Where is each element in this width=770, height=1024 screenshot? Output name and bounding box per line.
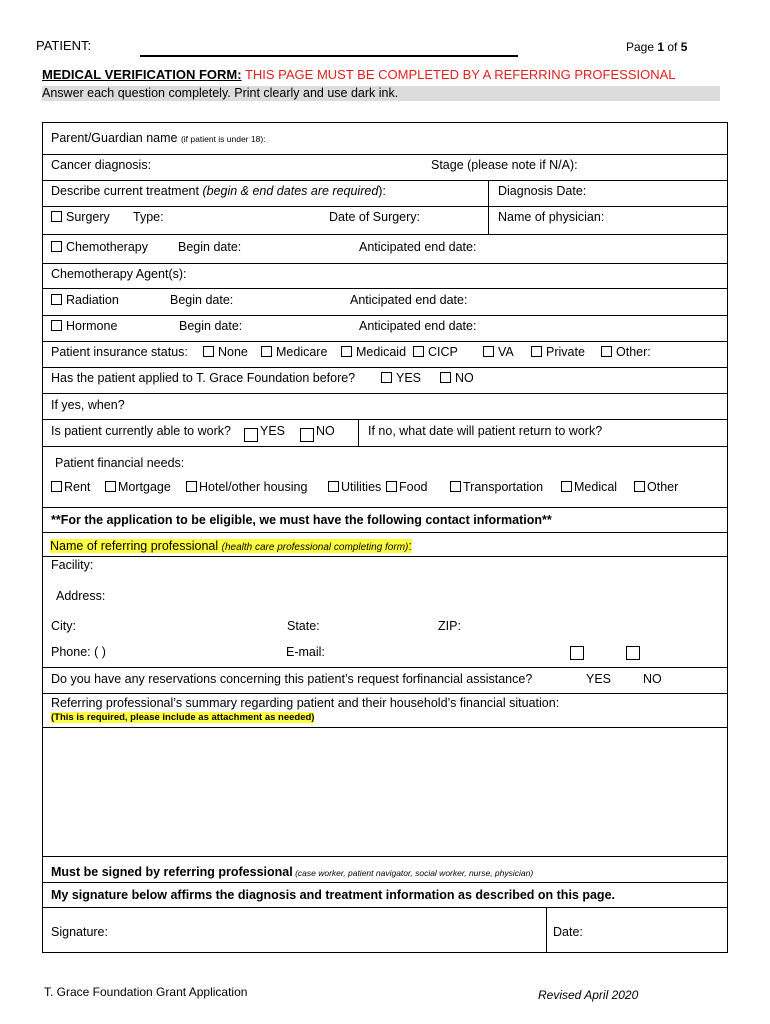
insurance-cicp[interactable]: CICP — [413, 345, 458, 359]
need-transportation[interactable]: Transportation — [450, 480, 543, 494]
work-no-checkbox[interactable] — [300, 428, 314, 442]
need-hotel[interactable]: Hotel/other housing — [186, 480, 307, 494]
need-rent-checkbox[interactable] — [51, 481, 62, 492]
facility-label: Facility: — [51, 558, 94, 572]
able-to-work-label: Is patient currently able to work? — [51, 424, 231, 438]
need-mortgage-checkbox[interactable] — [105, 481, 116, 492]
insurance-va[interactable]: VA — [483, 345, 514, 359]
applied-before-label: Has the patient applied to T. Grace Foundation before? — [51, 371, 356, 385]
insurance-label: Patient insurance status: — [51, 345, 188, 359]
surgery-checkbox[interactable] — [51, 211, 62, 222]
summary-text-area[interactable] — [44, 727, 726, 854]
need-utilities[interactable]: Utilities — [328, 480, 381, 494]
signed-by-label: Must be signed by referring professional (case worker, patient navigator, social worker, nurse, physician) — [51, 865, 534, 879]
hormone-begin-date-label: Begin date: — [179, 319, 243, 333]
stage-label: Stage (please note if N/A): — [431, 158, 578, 172]
form-title: MEDICAL VERIFICATION FORM: THIS PAGE MUST BE COMPLETED BY A REFERRING PROFESSIONAL — [42, 67, 676, 82]
email-label: E-mail: — [286, 645, 325, 659]
guardian-name-label: Parent/Guardian name (if patient is under 18): — [51, 131, 266, 145]
applied-yes-checkbox[interactable] — [381, 372, 392, 383]
footer-application-name: T. Grace Foundation Grant Application — [44, 985, 248, 999]
insurance-medicare-checkbox[interactable] — [261, 346, 272, 357]
diagnosis-date-label: Diagnosis Date: — [498, 184, 587, 198]
signature-label: Signature: — [51, 925, 108, 939]
need-mortgage[interactable]: Mortgage — [105, 480, 171, 494]
state-label: State: — [287, 619, 320, 633]
need-transportation-checkbox[interactable] — [450, 481, 461, 492]
insurance-other[interactable]: Other: — [601, 345, 651, 359]
hormone-checkbox[interactable] — [51, 320, 62, 331]
insurance-va-checkbox[interactable] — [483, 346, 494, 357]
need-rent[interactable]: Rent — [51, 480, 90, 494]
page-number: Page 1 of 5 — [626, 40, 688, 54]
summary-required-note: (This is required, please include as attachment as needed) — [51, 712, 315, 723]
insurance-none-checkbox[interactable] — [203, 346, 214, 357]
date-of-surgery-label: Date of Surgery: — [329, 210, 421, 224]
work-no-label: NO — [316, 424, 335, 438]
insurance-medicare[interactable]: Medicare — [261, 345, 327, 359]
summary-label: Referring professional’s summary regarding patient and their household’s financial situation: — [51, 696, 560, 710]
address-label: Address: — [56, 589, 106, 603]
applied-no[interactable]: NO — [440, 371, 474, 385]
reservations-no-checkbox[interactable] — [626, 646, 640, 660]
hormone-option[interactable]: Hormone — [51, 319, 117, 333]
applied-no-checkbox[interactable] — [440, 372, 451, 383]
financial-needs-label: Patient financial needs: — [55, 456, 185, 470]
return-to-work-label: If no, what date will patient return to work? — [368, 424, 603, 438]
instructions: Answer each question completely. Print clearly and use dark ink. — [42, 86, 720, 101]
date-label: Date: — [553, 925, 583, 939]
phone-label: Phone: ( ) — [51, 645, 106, 659]
need-medical[interactable]: Medical — [561, 480, 617, 494]
need-food[interactable]: Food — [386, 480, 428, 494]
reservations-yes-label: YES — [586, 672, 612, 686]
insurance-private[interactable]: Private — [531, 345, 585, 359]
need-other-checkbox[interactable] — [634, 481, 645, 492]
insurance-none[interactable]: None — [203, 345, 248, 359]
insurance-private-checkbox[interactable] — [531, 346, 542, 357]
need-utilities-checkbox[interactable] — [328, 481, 339, 492]
need-medical-checkbox[interactable] — [561, 481, 572, 492]
eligibility-notice: **For the application to be eligible, we must have the following contact information** — [51, 513, 552, 527]
insurance-cicp-checkbox[interactable] — [413, 346, 424, 357]
treatment-label: Describe current treatment (begin & end dates are required): — [51, 184, 386, 198]
surgery-option[interactable]: Surgery — [51, 210, 110, 224]
chemo-end-date-label: Anticipated end date: — [359, 240, 477, 254]
if-yes-when-label: If yes, when? — [51, 398, 125, 412]
chemotherapy-checkbox[interactable] — [51, 241, 62, 252]
surgery-type-label: Type: — [133, 210, 164, 224]
insurance-medicaid[interactable]: Medicaid — [341, 345, 406, 359]
footer-revision: Revised April 2020 — [538, 988, 639, 1002]
patient-name-line[interactable] — [140, 55, 518, 57]
zip-label: ZIP: — [438, 619, 461, 633]
work-yes-checkbox[interactable] — [244, 428, 258, 442]
chemo-agents-label: Chemotherapy Agent(s): — [51, 267, 187, 281]
insurance-other-checkbox[interactable] — [601, 346, 612, 357]
radiation-begin-date-label: Begin date: — [170, 293, 234, 307]
need-other[interactable]: Other — [634, 480, 678, 494]
radiation-option[interactable]: Radiation — [51, 293, 119, 307]
applied-yes[interactable]: YES — [381, 371, 421, 385]
chemotherapy-option[interactable]: Chemotherapy — [51, 240, 148, 254]
radiation-end-date-label: Anticipated end date: — [350, 293, 468, 307]
cancer-diagnosis-label: Cancer diagnosis: — [51, 158, 152, 172]
patient-label: PATIENT: — [36, 38, 92, 53]
insurance-medicaid-checkbox[interactable] — [341, 346, 352, 357]
reservations-no-label: NO — [643, 672, 662, 686]
work-yes-label: YES — [260, 424, 286, 438]
physician-label: Name of physician: — [498, 210, 605, 224]
radiation-checkbox[interactable] — [51, 294, 62, 305]
hormone-end-date-label: Anticipated end date: — [359, 319, 477, 333]
need-hotel-checkbox[interactable] — [186, 481, 197, 492]
reservations-yes-checkbox[interactable] — [570, 646, 584, 660]
referring-professional-label: Name of referring professional (health care professional completing form): — [50, 539, 412, 553]
chemo-begin-date-label: Begin date: — [178, 240, 242, 254]
affirm-statement: My signature below affirms the diagnosis and treatment information as described on this page. — [51, 888, 615, 902]
reservations-label: Do you have any reservations concerning this patient’s request forfinancial assistance? — [51, 672, 533, 686]
need-food-checkbox[interactable] — [386, 481, 397, 492]
city-label: City: — [51, 619, 76, 633]
